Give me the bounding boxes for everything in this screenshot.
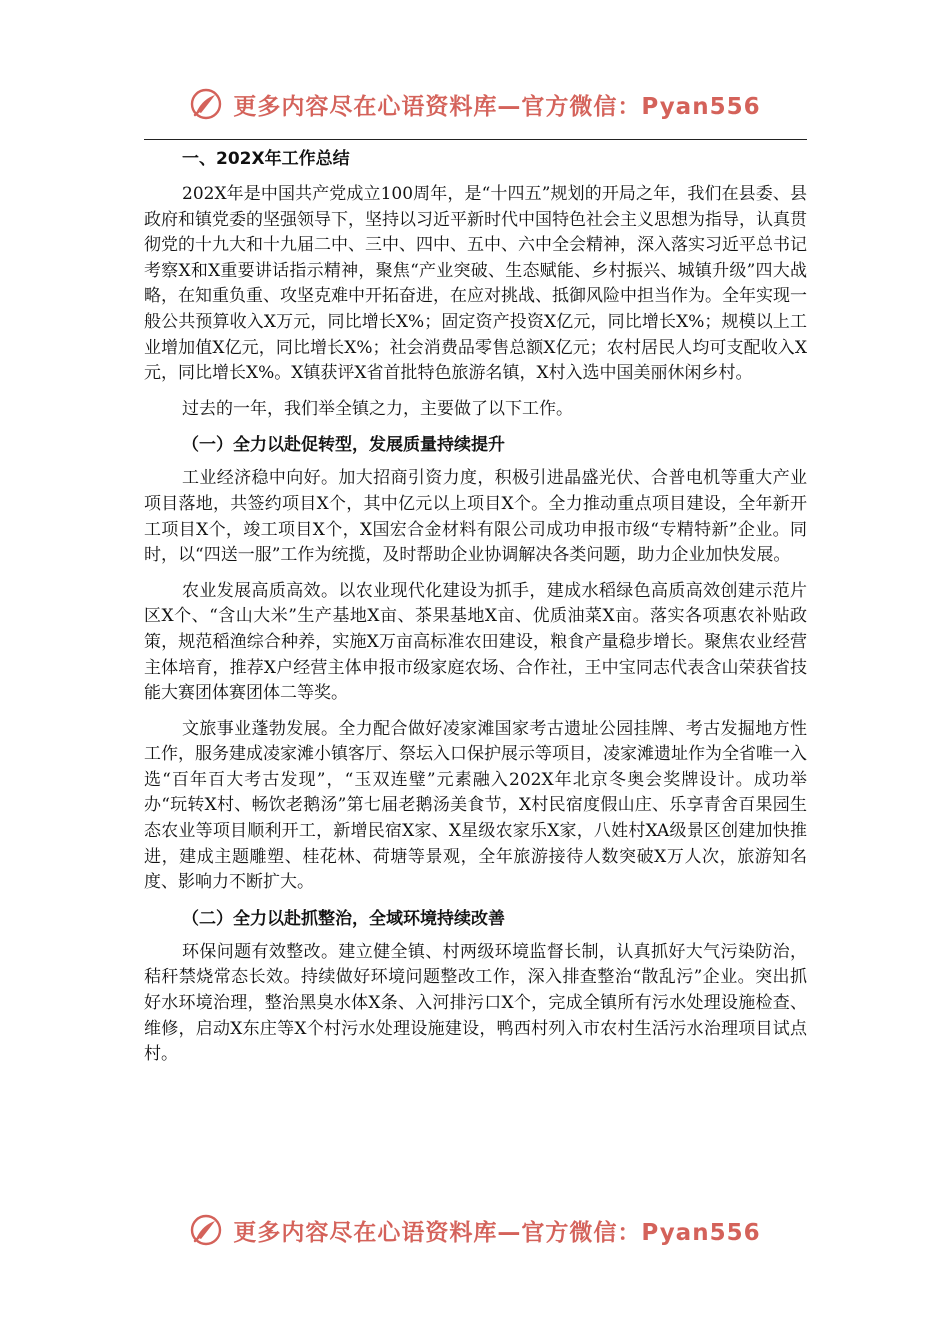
footer-banner <box>0 1210 950 1250</box>
subsection-heading: （二）全力以赴抓整治，全域环境持续改善 <box>182 908 505 929</box>
brand-logo-icon <box>189 1213 223 1247</box>
paragraph: 202X年是中国共产党成立100周年，是“十四五”规划的开局之年，我们在县委、县政府和镇党委的坚强领导下，坚持以习近平新时代中国特色社会主义思想为指导，认真贯彻党的十九大和十九届二中、三中、四中、五中、六中全会精神，深入落实习近平总书记考察X和X重要讲话指示精神，聚焦“产业突破、生态赋能、乡村振兴、城镇升级”四大战略，在知重负重、攻坚克难中开拓奋进，在应对挑战、抵御风险中担当作为。全年实现一般公共预算收入X万元，同比增长X%；固定资产投资X亿元，同比增长X%；规模以上工业增加值X亿元，同比增长X%；社会消费品零售总额X亿元；农村居民人均可支配收入X元，同比增长X%。X镇获评X省首批特色旅游名镇，X村入选中国美丽休闲乡村。 <box>144 184 807 384</box>
header-banner <box>0 84 950 124</box>
document-body <box>144 146 807 1078</box>
header-divider <box>144 139 807 140</box>
paragraph: 农业发展高质高效。以农业现代化建设为抓手，建成水稻绿色高质高效创建示范片区X个、“含山大米”生产基地X亩、茶果基地X亩、优质油菜X亩。落实各项惠农补贴政策，规范稻渔综合种养，实施X万亩高标准农田建设，粮食产量稳步增长。聚焦农业经营主体培育，推荐X户经营主体申报市级家庭农场、合作社，王中宝同志代表含山荣获省技能大赛团体赛团体二等奖。 <box>144 580 807 704</box>
section-heading: 一、202X年工作总结 <box>182 149 350 169</box>
paragraph: 过去的一年，我们举全镇之力，主要做了以下工作。 <box>182 398 573 419</box>
paragraph: 环保问题有效整改。建立健全镇、村两级环境监督长制，认真抓好大气污染防治，秸秆禁烧常态长效。持续做好环境问题整改工作，深入排查整治“散乱污”企业。突出抓好水环境治理，整治黑臭水体X条、入河排污口X个，完成全镇所有污水处理设施检查、维修，启动X东庄等X个村污水处理设施建设，鸭西村列入市农村生活污水治理项目试点村。 <box>144 941 807 1065</box>
brand-logo-icon <box>189 87 223 121</box>
subsection-heading: （一）全力以赴促转型，发展质量持续提升 <box>182 435 505 456</box>
paragraph: 文旅事业蓬勃发展。全力配合做好凌家滩国家考古遗址公园挂牌、考古发掘地方性工作，服务建成凌家滩小镇客厅、祭坛入口保护展示等项目，凌家滩遗址作为全省唯一入选“百年百大考古发现”，“玉双连璧”元素融入202X年北京冬奥会奖牌设计。成功举办“玩转X村、畅饮老鹅汤”第七届老鹅汤美食节，X村民宿度假山庄、乐享青舍百果园生态农业等项目顺利开工，新增民宿X家、X星级农家乐X家，八姓村XA级景区创建加快推进，建成主题雕塑、桂花林、荷塘等景观，全年旅游接待人数突破X万人次，旅游知名度、影响力不断扩大。 <box>144 718 807 893</box>
paragraph: 工业经济稳中向好。加大招商引资力度，积极引进晶盛光伏、合普电机等重大产业项目落地，共签约项目X个，其中亿元以上项目X个。全力推动重点项目建设，全年新开工项目X个，竣工项目X个，X国宏合金材料有限公司成功申报市级“专精特新”企业。同时，以“四送一服”工作为统揽，及时帮助企业协调解决各类问题，助力企业加快发展。 <box>144 468 807 566</box>
footer-banner-text: 更多内容尽在心语资料库—官方微信：Pyan556 <box>233 1219 761 1246</box>
header-banner-text: 更多内容尽在心语资料库—官方微信：Pyan556 <box>233 93 761 120</box>
